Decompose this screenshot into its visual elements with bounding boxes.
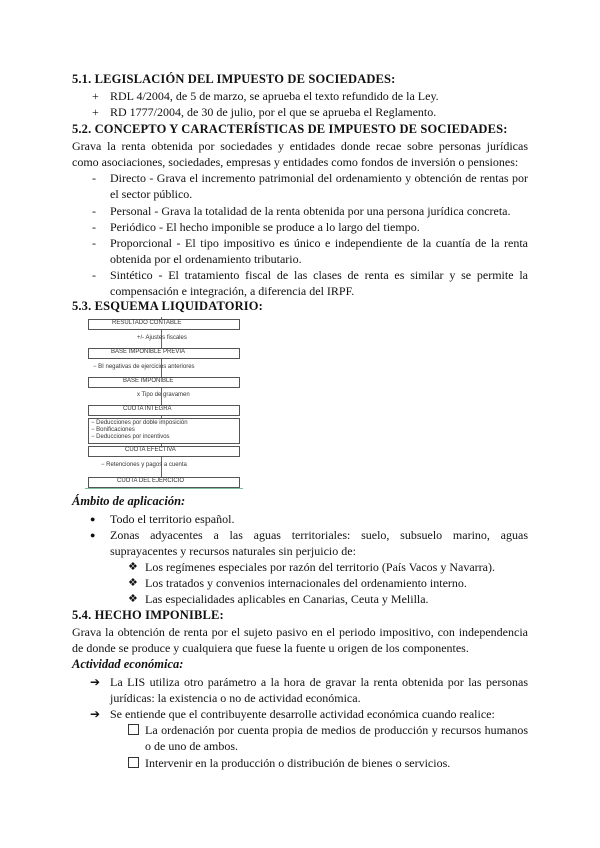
section-title-5-1: 5.1. LEGISLACIÓN DEL IMPUESTO DE SOCIEDADES: (72, 72, 396, 86)
economic-activity-item: Se entiende que el contribuyente desarrolle actividad económica cuando realice: (110, 707, 495, 721)
checkbox-item-cont: o de uno de ambos. (145, 739, 238, 753)
scope-item-cont: suprayacentes y recursos naturales sin perjuicio de: (110, 544, 356, 558)
characteristic-item-cont: compensación e integración, a diferencia del IRPF. (110, 284, 355, 298)
taxable-event-intro-line: Grava la obtención de renta por el sujeto pasivo en el periodo impositivo, con independencia (72, 625, 528, 639)
scope-subitem: Los tratados y convenios internacionales del ordenamiento interno. (145, 576, 467, 590)
scheme-step: BASE IMPONIBLE PREVIA (111, 349, 186, 355)
diamond-marker-icon: ❖ (128, 561, 138, 573)
scheme-step: CUOTA INTEGRA (123, 406, 172, 412)
economic-activity-item-cont: jurídicas: la existencia o no de actividad económica. (110, 691, 361, 705)
checkbox-icon (128, 724, 139, 735)
characteristic-item: Personal - Grava la totalidad de la renta obtenida por una persona jurídica concreta. (110, 204, 511, 218)
scope-subitem: Las especialidades aplicables en Canarias, Ceuta y Melilla. (145, 592, 429, 606)
economic-activity-item: La LIS utiliza otro parámetro a la hora de gravar la renta obtenida por las personas (110, 675, 528, 689)
scheme-step: x Tipo de gravamen (137, 392, 190, 398)
checkbox-item-text: Intervenir en la producción o distribución de bienes o servicios. (145, 756, 451, 770)
plus-marker: + (92, 89, 99, 103)
scope-heading: Ámbito de aplicación: (72, 494, 186, 508)
scheme-step: − BI negativas de ejercicios anteriores (93, 364, 195, 370)
section-title-5-2: 5.2. CONCEPTO Y CARACTERÍSTICAS DE IMPUESTO DE SOCIEDADES: (72, 122, 508, 136)
scheme-step: BASE IMPONIBLE (123, 378, 174, 384)
scheme-step: +/- Ajustes fiscales (137, 335, 187, 341)
checkbox-item-text: La ordenación por cuenta propia de medios de producción y recursos humanos (145, 723, 528, 737)
checkbox-item (128, 755, 145, 771)
concept-intro-line: Grava la renta obtenida por sociedades y entidades donde recae sobre personas jurídicas (72, 139, 528, 153)
economic-activity-heading: Actividad económica: (72, 657, 184, 671)
scheme-step: CUOTA DEL EJERCICIO (117, 478, 185, 484)
section-title-5-4: 5.4. HECHO IMPONIBLE: (72, 608, 224, 622)
checkbox-icon (128, 757, 139, 768)
section-title-5-3: 5.3. ESQUEMA LIQUIDATORIO: (72, 299, 263, 313)
dash-marker: - (92, 236, 96, 250)
bullet-marker: ● (90, 530, 96, 540)
taxable-event-intro-line: de donde se produce y cualquiera que fuese la fuente u origen de los componentes. (72, 641, 469, 655)
characteristic-item-cont: el sector público. (110, 187, 193, 201)
checkbox-item (128, 722, 145, 738)
concept-intro-line: como asociaciones, sociedades, empresas y entidades como fondos de inversión o pensiones: (72, 155, 519, 169)
scope-subitem: Los regímenes especiales por razón del territorio (País Vacos y Navarra). (145, 560, 495, 574)
scheme-step: RESULTADO CONTABLE (112, 320, 182, 326)
scope-item: Todo el territorio español. (110, 512, 235, 526)
arrow-right-icon: ➔ (90, 707, 101, 721)
dash-marker: - (92, 220, 96, 234)
diamond-marker-icon: ❖ (128, 593, 138, 605)
scheme-step: − Deducciones por incentivos (91, 434, 170, 440)
dash-marker: - (92, 171, 96, 185)
diamond-marker-icon: ❖ (128, 577, 138, 589)
dash-marker: - (92, 204, 96, 218)
legislation-item: RD 1777/2004, de 30 de julio, por el que se aprueba el Reglamento. (110, 105, 437, 119)
plus-marker: + (92, 105, 99, 119)
scheme-underline (85, 488, 243, 489)
legislation-item: RDL 4/2004, de 5 de marzo, se aprueba el texto refundido de la Ley. (110, 89, 439, 103)
scheme-step: − Retenciones y pagos a cuenta (101, 462, 187, 468)
liquidation-scheme-diagram (85, 317, 243, 489)
characteristic-item: Proporcional - El tipo impositivo es único e independiente de la cuantía de la renta (110, 236, 528, 250)
dash-marker: - (92, 268, 96, 282)
characteristic-item: Periódico - El hecho imponible se produce a lo largo del tiempo. (110, 220, 420, 234)
characteristic-item: Directo - Grava el incremento patrimonial del ordenamiento y obtención de rentas por (110, 171, 528, 185)
scheme-connector (161, 317, 162, 485)
scheme-step: − Bonificaciones (91, 427, 135, 433)
characteristic-item: Sintético - El tratamiento fiscal de las clases de renta es similar y se permite la (110, 268, 528, 282)
bullet-marker: ● (90, 514, 96, 524)
arrow-right-icon: ➔ (90, 675, 101, 689)
scope-item: Zonas adyacentes a las aguas territoriales: suelo, subsuelo marino, aguas (110, 528, 528, 542)
scheme-step: − Deducciones por doble imposición (91, 420, 188, 426)
scheme-step: CUOTA EFECTIVA (125, 447, 176, 453)
characteristic-item-cont: obtenida por el ordenamiento tributario. (110, 252, 302, 266)
